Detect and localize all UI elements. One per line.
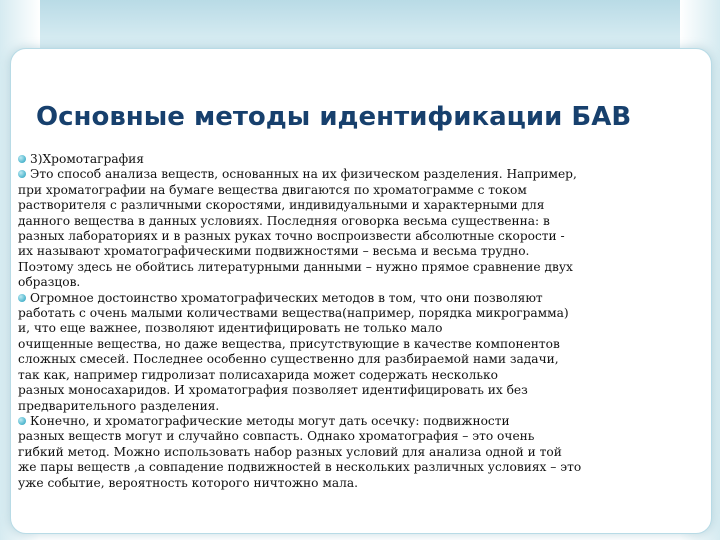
text-line: разных веществ могут и случайно совпасть. Однако хроматография – это очень bbox=[18, 429, 535, 444]
text-line: разных моносахаридов. И хроматография позволяет идентифицировать их без bbox=[18, 383, 528, 398]
text-line: Поэтому здесь не обойтись литературными данными – нужно прямое сравнение двух bbox=[18, 259, 573, 274]
text-line: разных лабораториях и в разных руках точно воспроизвести абсолютные скорости - bbox=[18, 229, 565, 244]
text-line: и, что еще важнее, позволяют идентифицировать не только мало bbox=[18, 321, 443, 336]
text-line: Это способ анализа веществ, основанных на их физическом разделения. Например, bbox=[30, 167, 577, 182]
bullet-paragraph bbox=[18, 414, 690, 429]
paragraph-text bbox=[30, 167, 690, 182]
paragraph-continuation bbox=[18, 429, 690, 491]
text-line: уже событие, вероятность которого ничтожно мала. bbox=[18, 475, 359, 490]
round-bullet-icon bbox=[18, 294, 30, 302]
round-bullet-icon bbox=[18, 417, 30, 425]
text-line: очищенные вещества, но даже вещества, присутствующие в качестве компонентов bbox=[18, 336, 560, 351]
slide-body bbox=[18, 152, 690, 491]
text-line: образцов. bbox=[18, 275, 81, 290]
text-line: Огромное достоинство хроматографических методов в том, что они позволяют bbox=[30, 290, 543, 305]
paragraph-text bbox=[30, 291, 690, 306]
paragraph-text bbox=[30, 414, 690, 429]
text-line: работать с очень малыми количествами вещества(например, порядка микрограмма) bbox=[18, 306, 569, 321]
slide-title: Основные методы идентификации БАВ bbox=[36, 102, 632, 132]
text-line: растворителя с различными скоростями, индивидуальными и характерными для bbox=[18, 198, 545, 213]
paragraph-continuation bbox=[18, 183, 690, 291]
text-line: так как, например гидролизат полисахарида может содержать несколько bbox=[18, 367, 498, 382]
paragraph-text bbox=[30, 152, 690, 167]
bullet-paragraph bbox=[18, 167, 690, 182]
round-bullet-icon bbox=[18, 155, 30, 163]
text-line: их называют хроматографическими подвижностями – весьма и весьма трудно. bbox=[18, 244, 530, 259]
text-line: предварительного разделения. bbox=[18, 398, 220, 413]
text-line: Конечно, и хроматографические методы могут дать осечку: подвижности bbox=[30, 413, 510, 428]
text-line: сложных смесей. Последнее особенно существенно для разбираемой нами задачи, bbox=[18, 352, 559, 367]
text-line: гибкий метод. Можно использовать набор разных условий для анализа одной и той bbox=[18, 444, 562, 459]
text-line: 3)Хромотаграфия bbox=[30, 152, 144, 166]
bullet-paragraph bbox=[18, 152, 690, 167]
round-bullet-icon bbox=[18, 170, 30, 178]
text-line: данного вещества в данных условиях. Последняя оговорка весьма существенна: в bbox=[18, 213, 550, 228]
text-line: при хроматографии на бумаге вещества двигаются по хроматограмме с током bbox=[18, 182, 527, 197]
bullet-paragraph bbox=[18, 291, 690, 306]
paragraph-continuation bbox=[18, 306, 690, 414]
text-line: же пары веществ ,а совпадение подвижностей в нескольких различных условиях – это bbox=[18, 460, 582, 475]
